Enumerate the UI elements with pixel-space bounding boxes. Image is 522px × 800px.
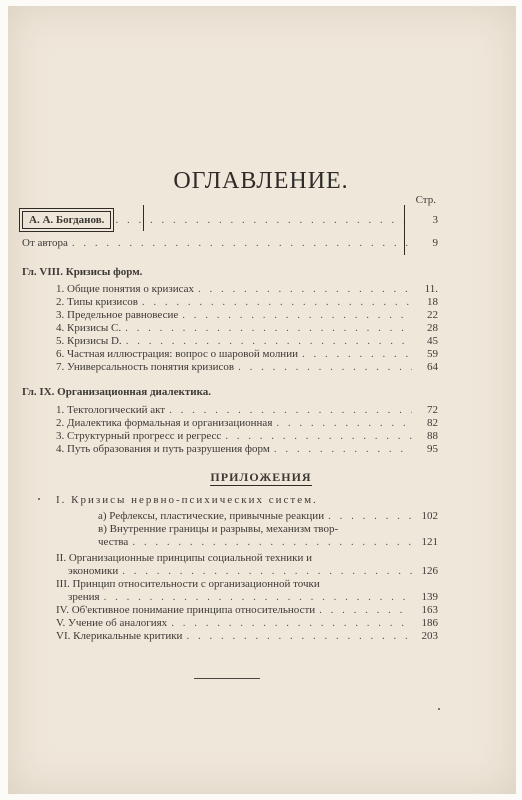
toc-entry-author[interactable]	[22, 211, 438, 229]
toc-entry[interactable]: 7. Универсальность понятия кризисов . . . 64	[56, 361, 438, 373]
closing-rule	[194, 678, 260, 679]
toc-entry[interactable]: IV. Об'ективное понимание принципа относительности . . . 163	[56, 604, 438, 616]
toc-entry[interactable]: 1. Тектологический акт . . . 72	[56, 404, 438, 416]
toc-entry[interactable]: III. Принцип относительности с организационной точки	[56, 578, 320, 590]
chapter-heading: Гл. IX. Организационная диалектика.	[22, 386, 212, 398]
toc-entry[interactable]: в) Внутренние границы и разрывы, механизм твор-	[98, 523, 339, 535]
specks	[38, 498, 40, 500]
toc-entry[interactable]: 6. Частная иллюстрация: вопрос о шаровой молнии . . . 59	[56, 348, 438, 360]
leader-dots	[72, 237, 412, 249]
toc-entry[interactable]: 3. Структурный прогресс и регресс . . . 88	[56, 430, 438, 442]
toc-entry[interactable]: экономики . . . 126	[68, 565, 438, 577]
toc-entry[interactable]: VI. Клерикальные критики . . . 203	[56, 630, 438, 642]
toc-entry[interactable]: 3. Предельное равновесие . . . 22	[56, 309, 438, 321]
toc-entry-preface[interactable]: От автора . . . 9	[22, 237, 438, 249]
toc-entry[interactable]: 4. Путь образования и путь разрушения форм . . . 95	[56, 443, 438, 455]
appendix-heading: ПРИЛОЖЕНИЯ	[210, 470, 312, 484]
toc-entry[interactable]: 5. Кризисы D. . . . 45	[56, 335, 438, 347]
toc-title: ОГЛАВЛЕНИЕ.	[173, 168, 349, 194]
specks	[438, 708, 440, 710]
toc-entry[interactable]: II. Организационные принципы социальной техники и	[56, 552, 313, 564]
toc-entry[interactable]: зрения . . . 139	[68, 591, 438, 603]
toc-entry[interactable]: 1. Общие понятия о кризисах . . . 11.	[56, 283, 438, 295]
toc-entry[interactable]: 2. Диалектика формальная и организационная . . . 82	[56, 417, 438, 429]
page-number: 9	[432, 237, 438, 249]
author-name-box: А. А. Богданов.	[22, 211, 111, 229]
leader-dots	[115, 214, 412, 226]
book-page	[8, 6, 516, 794]
toc-entry[interactable]: 4. Кризисы C. . . . 28	[56, 322, 438, 334]
bracket-line	[143, 205, 144, 231]
toc-entry[interactable]: а) Рефлексы, пластические, привычные реакции . . . 102	[98, 510, 438, 522]
page-number: 3	[432, 214, 438, 226]
chapter-heading: Гл. VIII. Кризисы форм.	[22, 266, 143, 278]
page-column-header: Стр.	[415, 194, 436, 206]
toc-entry[interactable]: I. Кризисы нервно-психических систем.	[56, 494, 318, 506]
toc-entry[interactable]: 2. Типы кризисов . . . 18	[56, 296, 438, 308]
toc-entry[interactable]: V. Учение об аналогиях . . . 186	[56, 617, 438, 629]
toc-entry[interactable]: чества . . . 121	[98, 536, 438, 548]
